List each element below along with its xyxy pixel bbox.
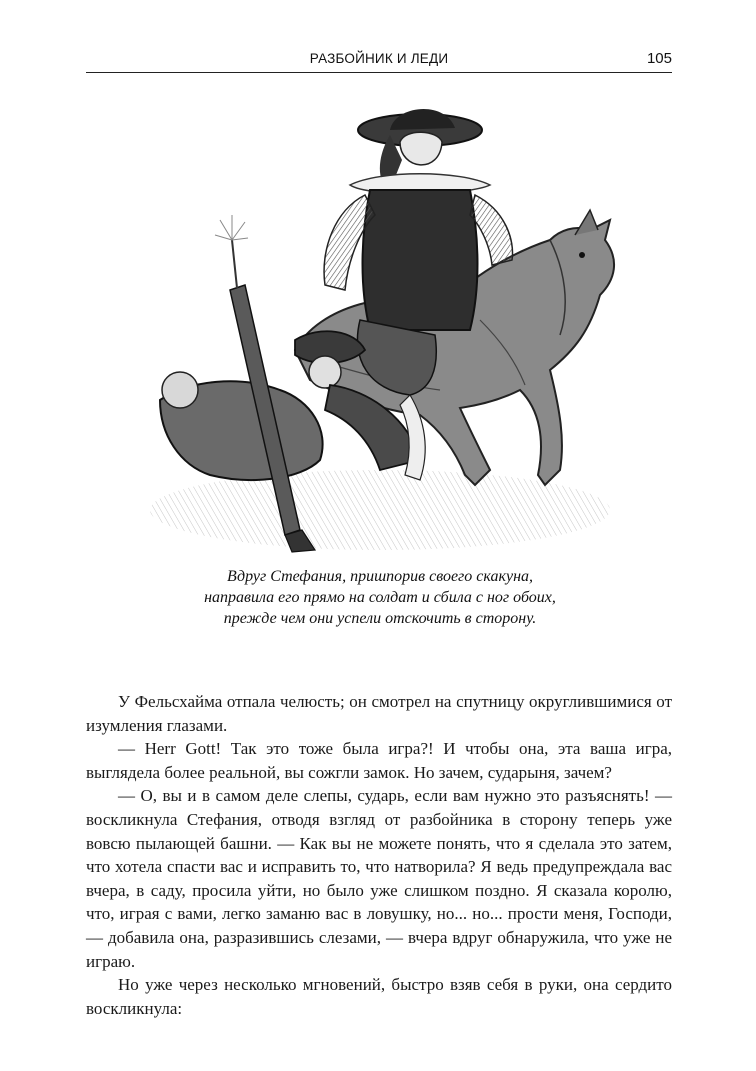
body-text <box>86 690 672 1020</box>
paragraph: — Herr Gott! Так это тоже была игра?! И чтобы она, эта ваша игра, выглядела более реальной, вы сожгли замок. Но зачем, сударыня, зачем? <box>86 739 672 782</box>
running-title: РАЗБОЙНИК И ЛЕДИ <box>309 51 449 66</box>
running-head <box>86 50 672 73</box>
paragraph: — О, вы и в самом деле слепы, сударь, если вам нужно это разъяснять! — воскликнула Стефания, отводя взгляд от разбойника в сторону теперь уже вовсю пылающей башни. — Как вы не можете понять, что я сделала это затем, что хотела спасти вас и исправить то, что натворила? Я ведь предупреждала вас вчера, в саду, просила уйти, но было уже слишком поздно. Я сказала королю, что, играя с вами, легко заманю вас в ловушку, но... но... прости меня, Господи, — добавила она, разразившись слезами, — вчера вдруг обнаружила, что уже не играю. <box>86 786 672 971</box>
page-number: 105 <box>646 50 672 67</box>
caption-line: Вдруг Стефания, пришпорив своего скакуна, <box>227 568 533 585</box>
ground-shadow <box>150 470 610 550</box>
illustration-caption <box>120 566 640 629</box>
paragraph: Но уже через несколько мгновений, быстро взяв себя в руки, она сердито воскликнула: <box>86 975 672 1018</box>
caption-line: прежде чем они успели отскочить в сторону. <box>223 610 537 627</box>
illustration-woman-on-horse <box>120 90 640 560</box>
paragraph: У Фельсхайма отпала челюсть; он смотрел на спутницу округлившимися от изумления глазами. <box>86 692 672 735</box>
musket-smoke <box>215 215 248 240</box>
caption-line: направила его прямо на солдат и сбила с ног обоих, <box>204 589 556 606</box>
